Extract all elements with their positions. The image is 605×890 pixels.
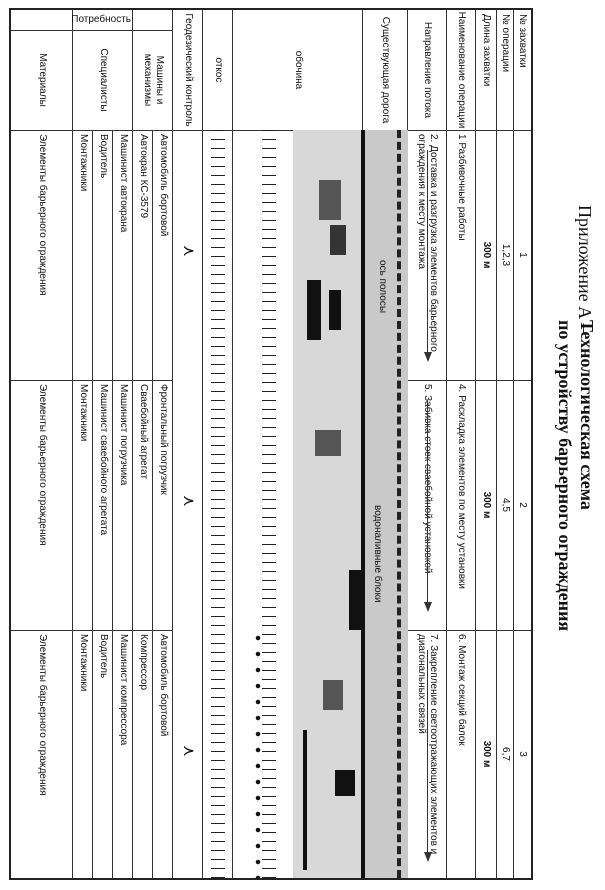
tripod-icon: ⋏: [180, 745, 197, 757]
flow-arrow: [427, 650, 428, 860]
section-1-zahvatka: 1: [517, 252, 529, 258]
row-label-length: Длина захватки: [481, 14, 493, 87]
specialist-item: Машинист погрузчика: [118, 384, 129, 486]
specialist-item: Монтажники: [78, 384, 89, 442]
barrier-beam-line: [303, 730, 307, 870]
row-label-specialists: Специалисты: [98, 48, 109, 112]
section-1-op-a: 1 Разбивочные работы: [456, 134, 468, 241]
barrier-post-row: [255, 630, 261, 878]
title-line-2: по устройству барьерного ограждения: [555, 320, 575, 632]
section-3-op-a: 6. Монтаж секций балок: [456, 634, 468, 746]
machine-item: Автокран КС-3579: [138, 134, 149, 219]
specialist-item: Водитель: [98, 134, 109, 179]
row-divider: [202, 10, 203, 878]
section-3-op-b: 7. Закрепление светоотражающих элементов и диагональных связей: [416, 634, 440, 855]
specialist-item: Водитель: [98, 634, 109, 679]
row-label-zahvatka: № захватки: [517, 14, 529, 68]
water-block-row: [349, 570, 361, 630]
section-2-op-a: 4. Раскладка элементов по месту установки: [456, 384, 468, 589]
specialist-item: Машинист компрессора: [118, 634, 129, 746]
specialist-item: Монтажники: [78, 134, 89, 192]
row-label-flow-direction: Направление потока: [422, 21, 434, 119]
pile-driver-icon: [323, 680, 343, 710]
section-2-length: 300 м: [481, 491, 493, 519]
material-item: Элементы барьерного ограждения: [37, 634, 48, 796]
machine-item: Автомобиль бортовой: [158, 634, 169, 737]
loader-icon: [315, 430, 341, 456]
specialist-item: Машинист сваебойного агрегата: [98, 384, 109, 536]
tripod-icon: ⋏: [180, 245, 197, 257]
barrier-elements-block: [307, 280, 321, 340]
machine-item: Сваебойный агрегат: [138, 384, 149, 480]
section-2-operations: 4,5: [500, 498, 512, 512]
section-2-zahvatka: 2: [517, 502, 529, 508]
water-blocks-label: водоналивные блоки: [372, 505, 383, 603]
existing-road-surface: [363, 130, 408, 878]
row-label-geodetic: Геодезический контроль: [183, 13, 194, 127]
section-1-op-b: 2. Доставка и разгрузка элементов барьерного ограждения к месту монтажа: [416, 134, 440, 352]
tech-scheme-table: [9, 8, 533, 880]
row-divider: [112, 130, 113, 878]
section-3-operations: 6,7: [500, 747, 512, 761]
title-block: [529, 0, 605, 890]
compressor-icon: [335, 770, 355, 796]
section-1-length: 300 м: [481, 241, 493, 269]
section-3-zahvatka: 3: [517, 751, 529, 757]
crane-icon: [330, 225, 346, 255]
title-line-1: Технологическая схема: [577, 320, 597, 510]
row-label-operation-name: Наименование операции: [456, 11, 468, 129]
lane-axis-label: ось полосы: [377, 260, 388, 314]
flow-arrow: [427, 150, 428, 360]
row-label-machines: Машины и механизмы: [142, 53, 165, 107]
flow-arrow: [427, 400, 428, 610]
material-item: Элементы барьерного ограждения: [37, 384, 48, 546]
slope-ticks: [211, 130, 225, 878]
row-divider: [152, 130, 153, 878]
section-3-length: 300 м: [481, 740, 493, 768]
row-divider: [92, 130, 93, 878]
road-edge-line: [361, 130, 365, 878]
section-1-operations: 1,2,3: [500, 243, 512, 267]
shoulder-ticks: [262, 130, 276, 878]
row-label-shoulder: обочина: [293, 50, 304, 90]
machine-item: Компрессор: [138, 634, 149, 691]
row-label-slope: откос: [213, 57, 224, 83]
truck-icon: [319, 180, 341, 220]
lane-axis-line: [397, 130, 401, 878]
row-label-materials: Материалы: [37, 53, 48, 107]
specialist-item: Монтажники: [78, 634, 89, 692]
section-2-op-b: 5. Забивка стоек сваебойной установкой: [422, 384, 434, 574]
material-item: Элементы барьерного ограждения: [37, 134, 48, 296]
appendix-label: Приложение А –: [575, 205, 595, 333]
machine-item: Фронтальный погрузчик: [158, 384, 169, 495]
specialist-item: Машинист автокрана: [118, 134, 129, 233]
row-label-existing-road: Существующая дорога: [380, 16, 392, 124]
tripod-icon: ⋏: [180, 495, 197, 507]
row-divider: [232, 10, 233, 878]
machine-item: Автомобиль бортовой: [158, 134, 169, 237]
barrier-elements-block: [329, 290, 341, 330]
row-label-needs: Потребность: [71, 14, 131, 25]
row-label-operation-no: № операции: [500, 14, 512, 73]
